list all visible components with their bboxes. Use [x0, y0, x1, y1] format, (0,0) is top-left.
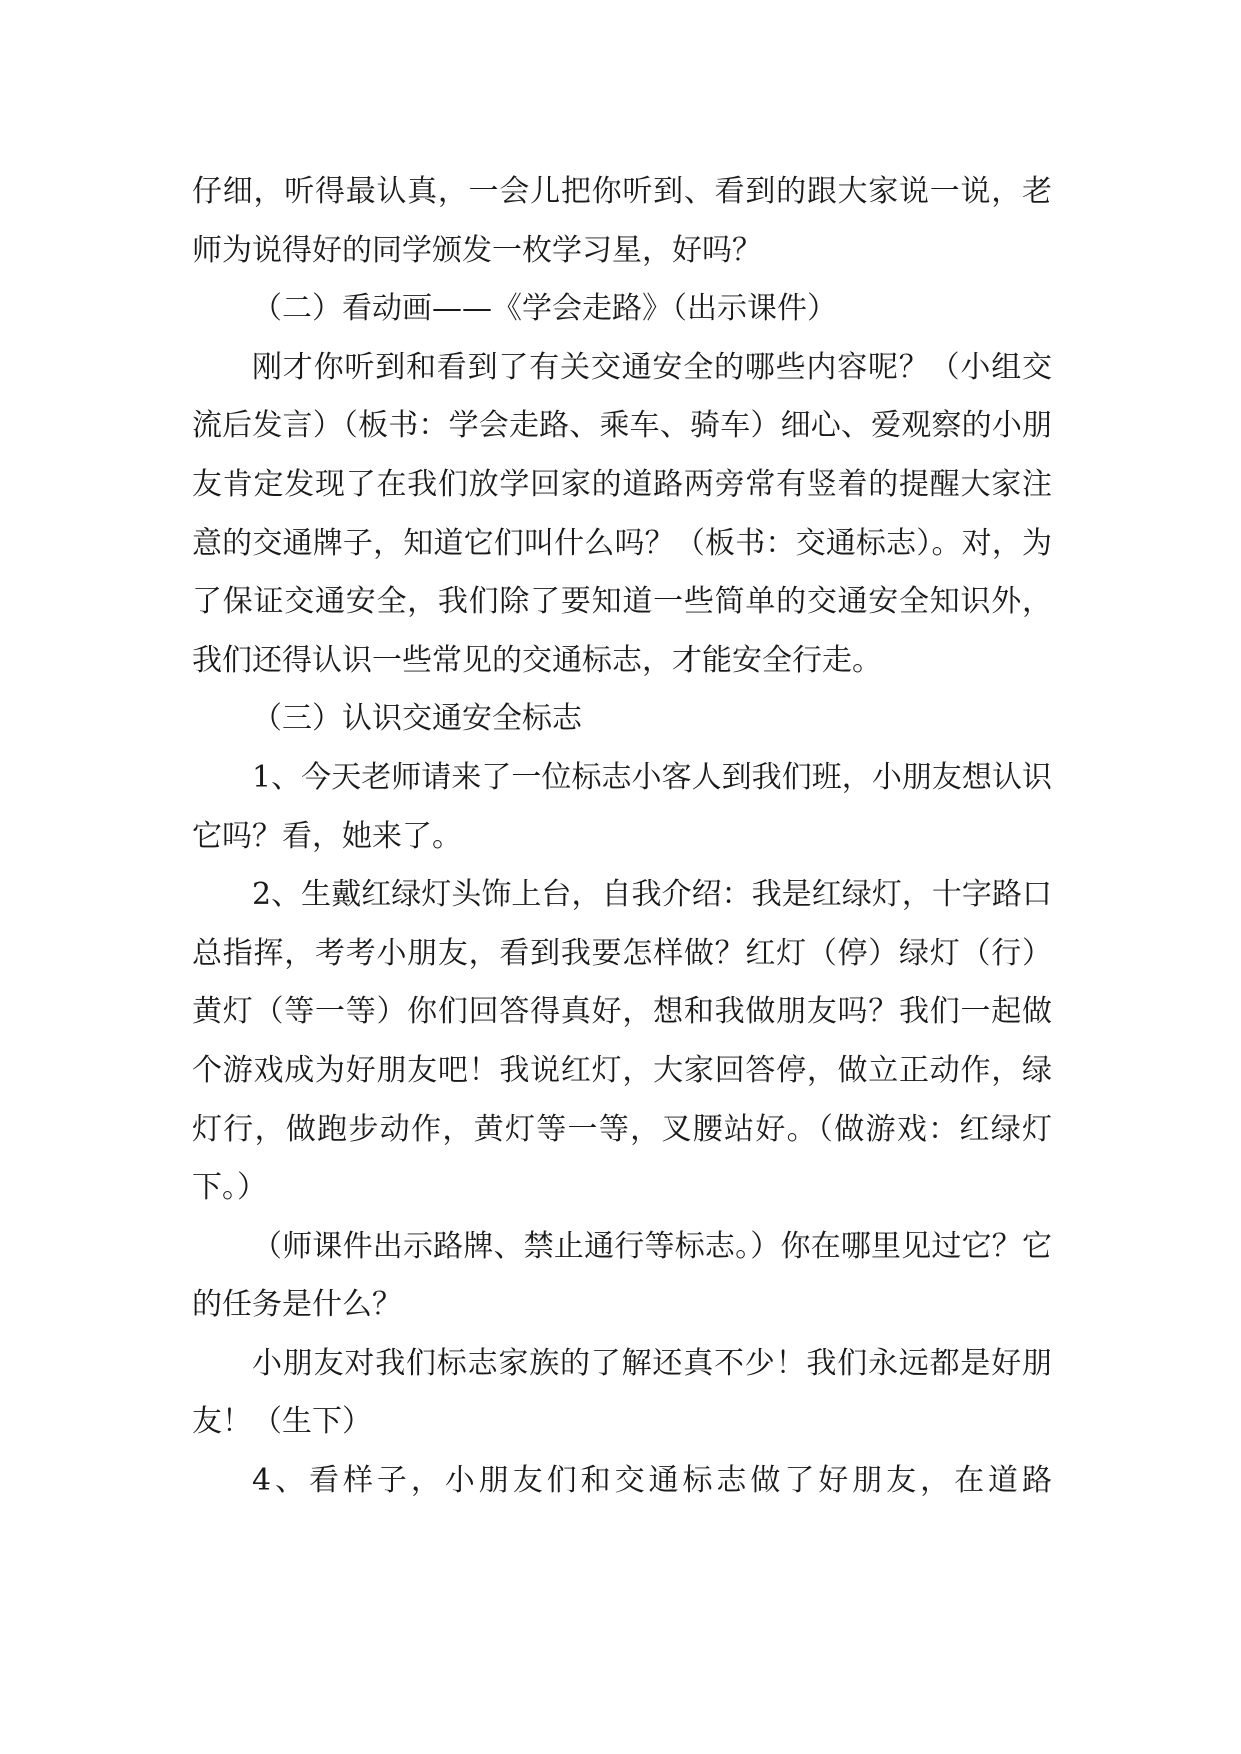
paragraph: （师课件出示路牌、禁止通行等标志。）你在哪里见过它？它的任务是什么？ [192, 1228, 1052, 1323]
section-heading: （三）认识交通安全标志 [252, 701, 582, 737]
paragraph: 刚才你听到和看到了有关交通安全的哪些内容呢？（小组交流后发言）（板书：学会走路、乘车、骑车）细心、爱观察的小朋友肯定发现了在我们放学回家的道路两旁常有竖着的提醒大家注意的交通牌子，知道它们叫什么吗？（板书：交通标志）。对，为了保证交通安全，我们除了要知道一些简单的交通安全知识外，我们还得认识一些常见的交通标志，才能安全行走。 [192, 349, 1052, 678]
paragraph: 1、今天老师请来了一位标志小客人到我们班，小朋友想认识它吗？看，她来了。 [192, 759, 1052, 854]
document-body [192, 163, 1052, 1511]
paragraph: 小朋友对我们标志家族的了解还真不少！我们永远都是好朋友！（生下） [192, 1345, 1052, 1440]
paragraph: 仔细，听得最认真，一会儿把你听到、看到的跟大家说一说，老师为说得好的同学颁发一枚学习星，好吗？ [192, 174, 1052, 268]
paragraph: 4、看样子，小朋友们和交通标志做了好朋友，在道路 [252, 1463, 1052, 1499]
section-heading: （二）看动画——《学会走路》（出示课件） [252, 291, 837, 327]
paragraph: 2、生戴红绿灯头饰上台，自我介绍：我是红绿灯，十字路口总指挥，考考小朋友，看到我要怎样做？红灯（停）绿灯（行）黄灯（等一等）你们回答得真好，想和我做朋友吗？我们一起做个游戏成为好朋友吧！我说红灯，大家回答停，做立正动作，绿灯行，做跑步动作，黄灯等一等，叉腰站好。（做游戏：红绿灯下。） [192, 877, 1052, 1206]
